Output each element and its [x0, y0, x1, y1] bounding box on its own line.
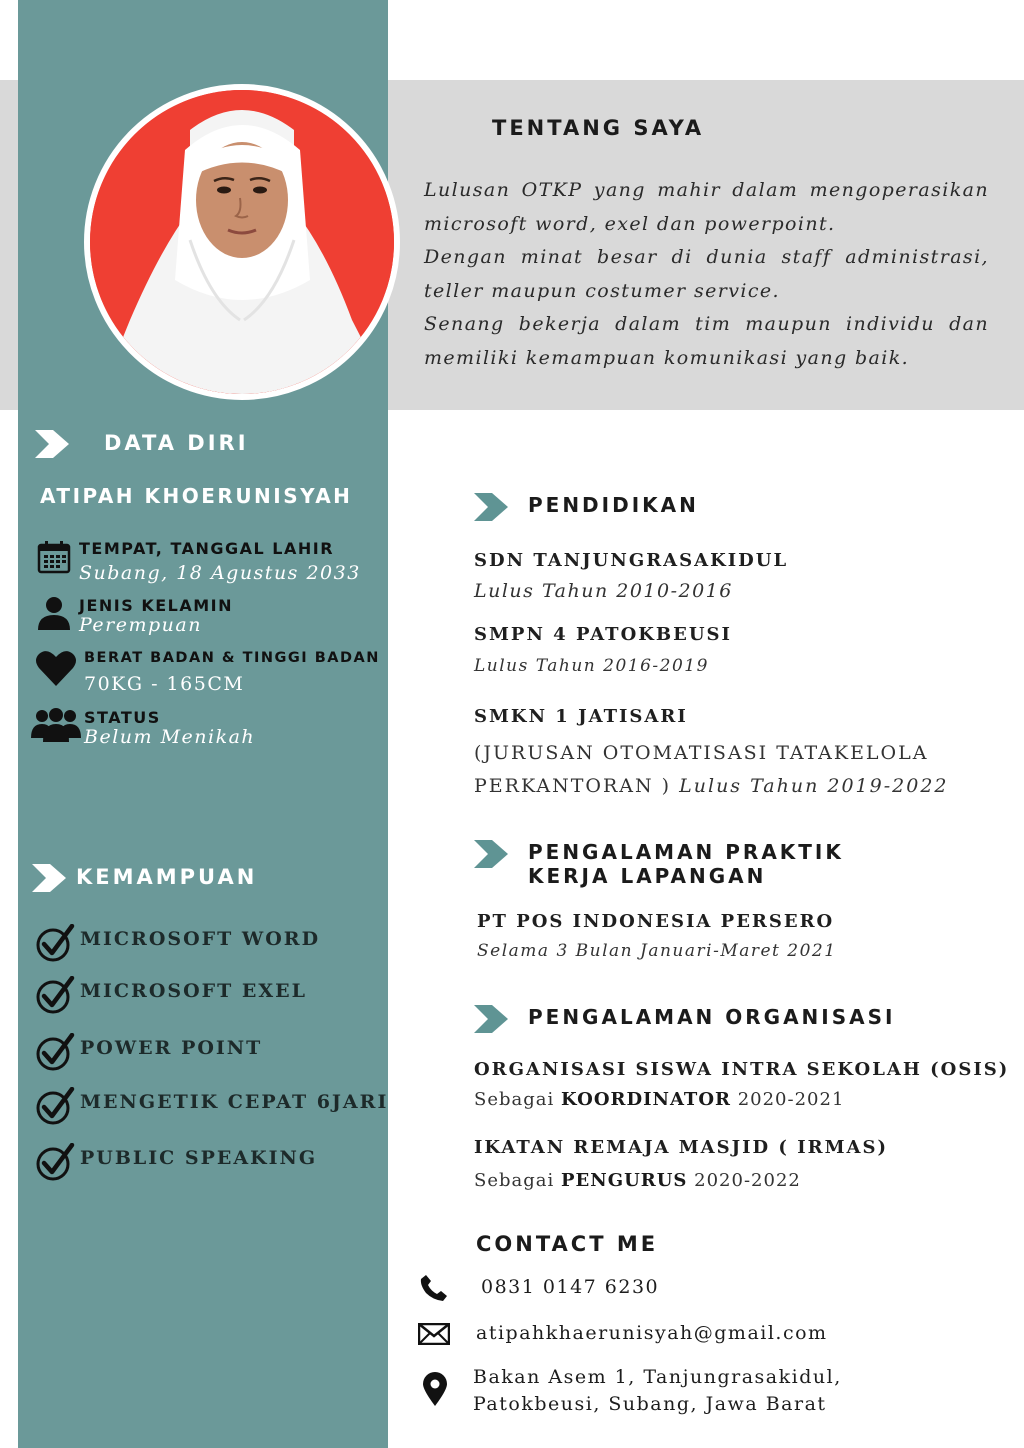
gender-label: JENIS KELAMIN	[79, 596, 233, 615]
about-text	[424, 174, 989, 376]
role-prefix: Sebagai	[474, 1170, 555, 1191]
organization-name: ORGANISASI SISWA INTRA SEKOLAH (OSIS)	[474, 1059, 1010, 1080]
internship-title-line: KERJA LAPANGAN	[528, 864, 767, 888]
email-address[interactable]: atipahkhaerunisyah@gmail.com	[476, 1322, 828, 1344]
skill-item: MICROSOFT WORD	[80, 928, 321, 950]
role-name: PENGURUS	[560, 1170, 688, 1191]
phone-icon	[420, 1274, 448, 1302]
about-line: Lulusan OTKP yang mahir dalam mengoperasikan microsoft word, exel dan powerpoint.	[424, 179, 989, 235]
chevron-right-icon	[474, 840, 508, 868]
person-icon	[37, 596, 71, 630]
school-name: SDN TANJUNGRASAKIDUL	[474, 550, 789, 571]
role-years: 2020-2021	[737, 1089, 845, 1110]
skill-item: PUBLIC SPEAKING	[80, 1147, 318, 1169]
body-label: BERAT BADAN & TINGGI BADAN	[84, 650, 380, 666]
email-icon	[418, 1323, 450, 1345]
contact-title: CONTACT ME	[476, 1232, 659, 1256]
location-pin-icon	[423, 1372, 447, 1406]
check-circle-icon	[35, 924, 75, 962]
group-icon	[31, 708, 81, 742]
school-major-line2	[474, 770, 949, 803]
check-circle-icon	[35, 1143, 75, 1181]
school-name: SMKN 1 JATISARI	[474, 706, 688, 727]
skills-title: KEMAMPUAN	[76, 865, 258, 889]
about-line: Senang bekerja dalam tim maupun individu dan memiliki kemampuan komunikasi yang baik.	[424, 313, 989, 369]
organization-role	[474, 1170, 801, 1191]
status-label: STATUS	[84, 708, 161, 727]
calendar-icon	[37, 540, 71, 574]
chevron-right-icon	[35, 430, 69, 458]
phone-number[interactable]: 0831 0147 6230	[481, 1276, 660, 1298]
birth-label: TEMPAT, TANGGAL LAHIR	[79, 539, 335, 558]
birth-value: Subang, 18 Agustus 2033	[79, 562, 361, 584]
full-name: ATIPAH KHOERUNISYAH	[40, 484, 353, 508]
school-major: (JURUSAN OTOMATISASI TATAKELOLA	[474, 742, 929, 764]
address-line: Bakan Asem 1, Tanjungrasakidul,	[473, 1366, 842, 1388]
personal-data-title: DATA DIRI	[104, 431, 249, 455]
chevron-right-icon	[32, 864, 66, 892]
organization-title: PENGALAMAN ORGANISASI	[528, 1005, 896, 1029]
heart-icon	[36, 650, 76, 686]
school-years: Lulus Tahun 2016-2019	[474, 656, 709, 676]
school-major-cont: PERKANTORAN )	[474, 775, 672, 797]
check-circle-icon	[35, 976, 75, 1014]
role-prefix: Sebagai	[474, 1089, 555, 1110]
status-value: Belum Menikah	[84, 726, 256, 748]
about-line: Dengan minat besar di dunia staff administrasi, teller maupun costumer service.	[424, 246, 989, 302]
company-name: PT POS INDONESIA PERSERO	[477, 911, 835, 932]
check-circle-icon	[35, 1087, 75, 1125]
organization-role	[474, 1089, 844, 1110]
internship-title	[528, 840, 844, 888]
school-name: SMPN 4 PATOKBEUSI	[474, 624, 732, 645]
school-years: Lulus Tahun 2019-2022	[679, 775, 949, 797]
address	[473, 1364, 842, 1418]
role-name: KOORDINATOR	[560, 1089, 731, 1110]
school-years: Lulus Tahun 2010-2016	[474, 580, 733, 602]
skill-item: POWER POINT	[80, 1037, 263, 1059]
address-line: Patokbeusi, Subang, Jawa Barat	[473, 1393, 827, 1415]
body-value: 70KG - 165CM	[84, 673, 245, 695]
internship-title-line: PENGALAMAN PRAKTIK	[528, 840, 844, 864]
about-title: TENTANG SAYA	[492, 116, 705, 140]
internship-period: Selama 3 Bulan Januari-Maret 2021	[477, 941, 837, 961]
chevron-right-icon	[474, 493, 508, 521]
skill-item: MICROSOFT EXEL	[80, 980, 307, 1002]
chevron-right-icon	[474, 1005, 508, 1033]
profile-photo	[84, 84, 400, 400]
gender-value: Perempuan	[79, 614, 202, 636]
skill-item: MENGETIK CEPAT 6JARI	[80, 1091, 389, 1113]
organization-name: IKATAN REMAJA MASJID ( IRMAS)	[474, 1137, 889, 1158]
education-title: PENDIDIKAN	[528, 493, 699, 517]
check-circle-icon	[35, 1033, 75, 1071]
role-years: 2020-2022	[694, 1170, 801, 1191]
